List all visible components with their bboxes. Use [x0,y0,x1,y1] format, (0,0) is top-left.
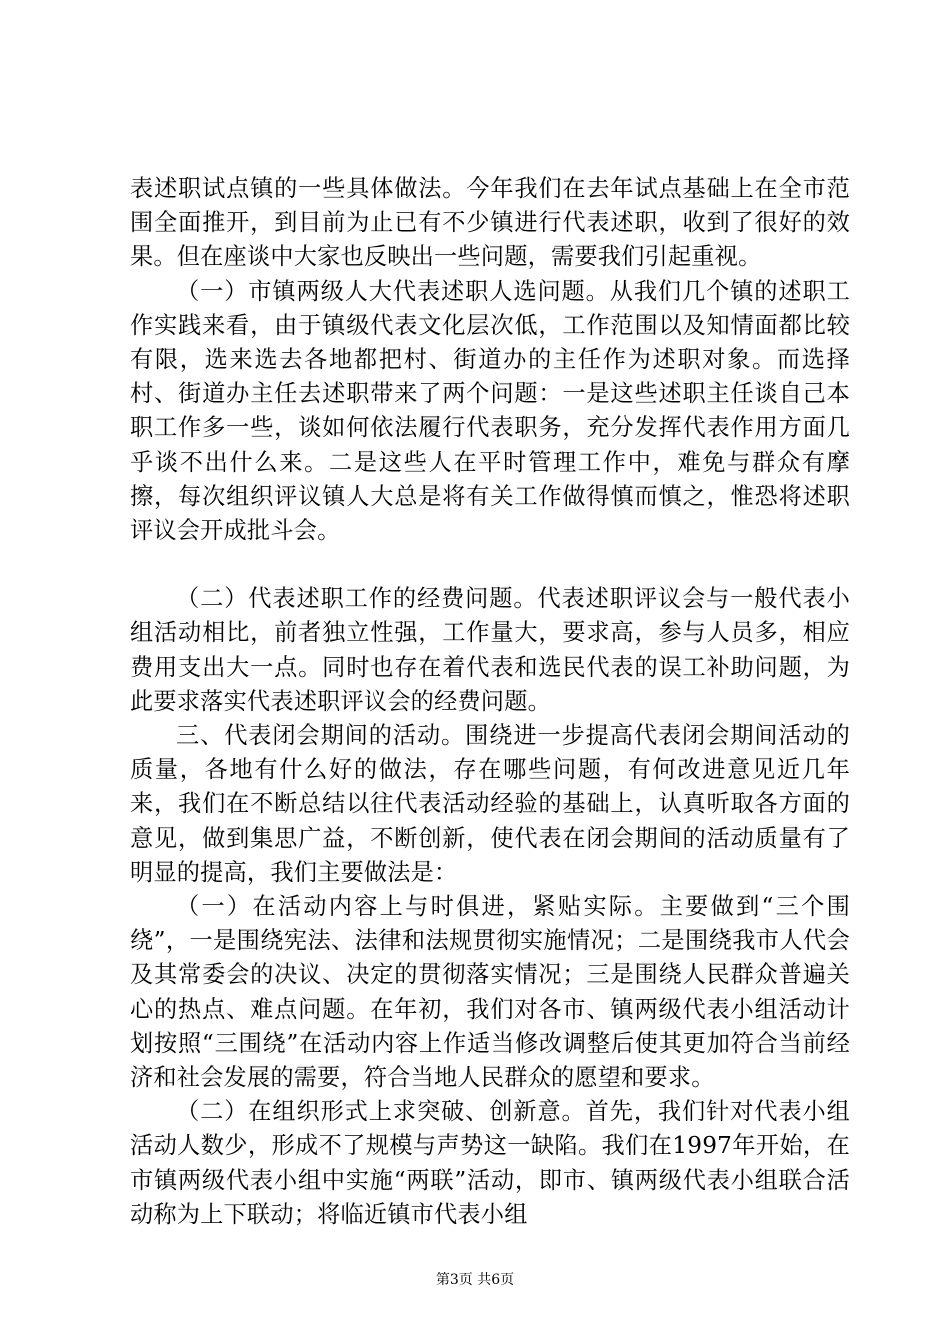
document-body [130,172,850,1232]
page-number-footer: 第3页 共6页 [435,1272,515,1288]
paragraph-funding-issue: （二）代表述职工作的经费问题。代表述职评议会与一般代表小组活动相比，前者独立性强，工作量大，要求高，参与人员多，相应费用支出大一点。同时也存在着代表和选民代表的误工补助问题，为此要求落实代表述职评议会的经费问题。 [130,585,850,715]
paragraph-organization-form: （二）在组织形式上求突破、创新意。首先，我们针对代表小组活动人数少，形成不了规模与声势这一缺陷。我们在1997年开始，在市镇两级代表小组中实施“两联”活动，即市、镇两级代表小组联合活动称为上下联动；将临近镇市代表小组 [130,1098,850,1228]
paragraph-section-three: 三、代表闭会期间的活动。围绕进一步提高代表闭会期间活动的质量，各地有什么好的做法，存在哪些问题，有何改进意见近几年来，我们在不断总结以往代表活动经验的基础上，认真听取各方面的意见，做到集思广益，不断创新，使代表在闭会期间的活动质量有了明显的提高，我们主要做法是： [130,722,850,886]
paragraph-activity-content: （一）在活动内容上与时俱进，紧贴实际。主要做到“三个围绕”，一是围绕宪法、法律和法规贯彻实施情况；二是围绕我市人代会及其常委会的决议、决定的贯彻落实情况；三是围绕人民群众普遍关心的热点、难点问题。在年初，我们对各市、镇两级代表小组活动计划按照“三围绕”在活动内容上作适当修改调整后使其更加符合当前经济和社会发展的需要，符合当地人民群众的愿望和要求。 [130,893,850,1092]
paragraph-candidate-issue: （一）市镇两级人大代表述职人选问题。从我们几个镇的述职工作实践来看，由于镇级代表文化层次低，工作范围以及知情面都比较有限，选来选去各地都把村、街道办的主任作为述职对象。而选择村、街道办主任去述职带来了两个问题：一是这些述职主任谈自己本职工作多一些，谈如何依法履行代表职务，充分发挥代表作用方面几乎谈不出什么来。二是这些人在平时管理工作中，难免与群众有摩擦，每次组织评议镇人大总是将有关工作做得慎而慎之，惟恐将述职评议会开成批斗会。 [130,277,850,545]
paragraph-continuation: 表述职试点镇的一些具体做法。今年我们在去年试点基础上在全市范围全面推开，到目前为止已有不少镇进行代表述职，收到了很好的效果。但在座谈中大家也反映出一些问题，需要我们引起重视。 [130,175,850,271]
